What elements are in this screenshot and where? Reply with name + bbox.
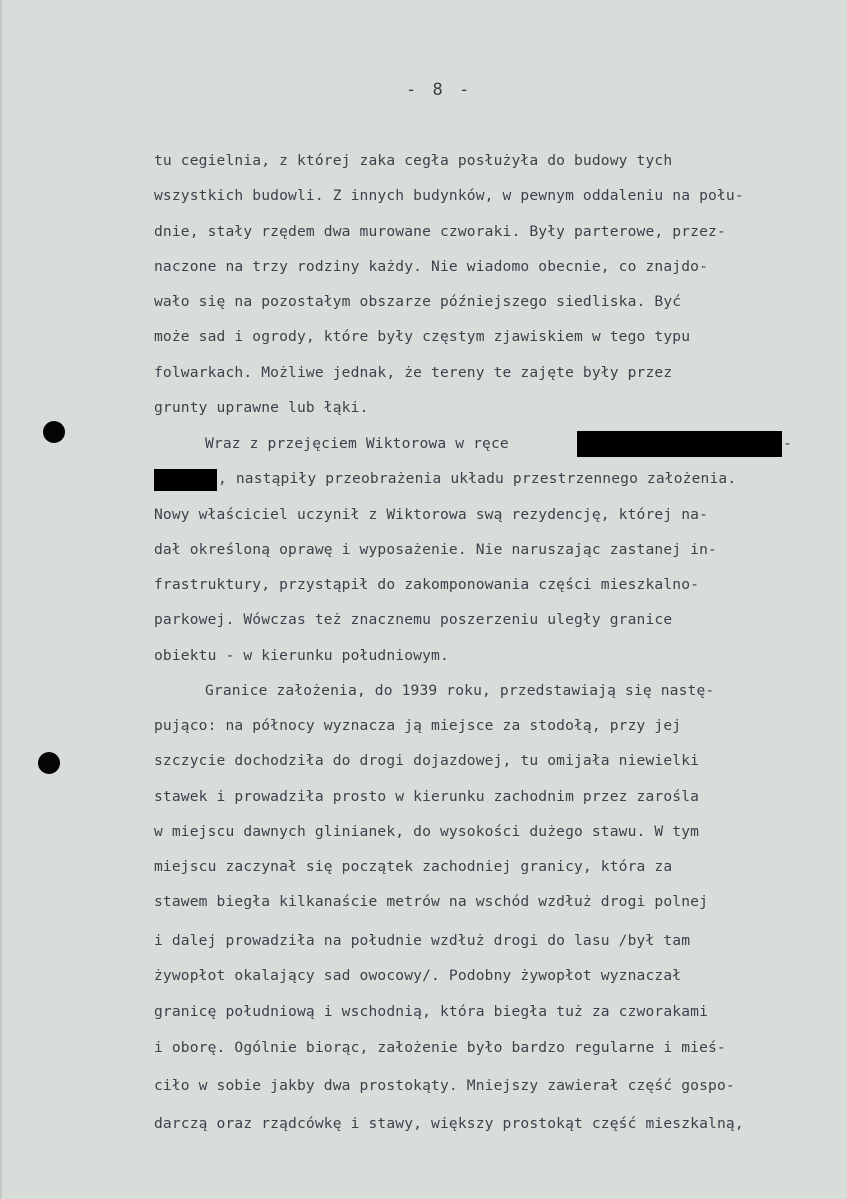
punch-hole-upper [43, 421, 65, 443]
text-line: frastruktury, przystąpił do zakomponowania części mieszkalno- [154, 576, 700, 593]
text-line: stawek i prowadziła prosto w kierunku zachodnim przez zarośla [154, 788, 700, 805]
text-line: w miejscu dawnych glinianek, do wysokości dużego stawu. W tym [154, 823, 700, 840]
text-line: i dalej prowadziła na południe wzdłuż drogi do lasu /był tam [154, 932, 691, 949]
text-line: granicę południową i wschodnią, która biegła tuż za czworakami [154, 1003, 709, 1020]
text-line: Granice założenia, do 1939 roku, przedstawiają się nastę- [205, 682, 715, 699]
text-line: tu cegielnia, z której zaka cegła posłużyła do budowy tych [154, 152, 673, 169]
text-line: miejscu zaczynał się początek zachodniej granicy, która za [154, 858, 673, 875]
text-line: wało się na pozostałym obszarze późniejszego siedliska. Być [154, 293, 682, 310]
redaction-bar [154, 469, 217, 491]
redaction-bar [577, 431, 782, 457]
text-line: folwarkach. Możliwe jednak, że tereny te zajęte były przez [154, 364, 673, 381]
text-line: szczycie dochodziła do drogi dojazdowej, tu omijała niewielki [154, 752, 700, 769]
text-line: żywopłot okalający sad owocowy/. Podobny żywopłot wyznaczał [154, 967, 682, 984]
text-line-dash: - [783, 435, 792, 452]
text-line: Nowy właściciel uczynił z Wiktorowa swą rezydencję, której na- [154, 506, 709, 523]
text-line: ciło w sobie jakby dwa prostokąty. Mniejszy zawierał część gospo- [154, 1077, 735, 1094]
text-line: grunty uprawne lub łąki. [154, 399, 369, 416]
text-line: parkowej. Wówczas też znacznemu poszerzeniu uległy granice [154, 611, 673, 628]
text-line: może sad i ogrody, które były częstym zjawiskiem w tego typu [154, 328, 691, 345]
text-line: dnie, stały rzędem dwa murowane czworaki. Były parterowe, przez- [154, 223, 726, 240]
text-line: Wraz z przejęciem Wiktorowa w ręce [205, 435, 509, 452]
page-number: - 8 - [406, 80, 473, 100]
punch-hole-lower [38, 752, 60, 774]
text-line: obiektu - w kierunku południowym. [154, 647, 449, 664]
text-line: wszystkich budowli. Z innych budynków, w pewnym oddaleniu na połu- [154, 187, 744, 204]
text-line: naczone na trzy rodziny każdy. Nie wiadomo obecnie, co znajdo- [154, 258, 709, 275]
text-line: i oborę. Ogólnie biorąc, założenie było bardzo regularne i mieś- [154, 1039, 726, 1056]
text-line: , nastąpiły przeobrażenia układu przestrzennego założenia. [218, 470, 737, 487]
text-line: darczą oraz rządcówkę i stawy, większy prostokąt część mieszkalną, [154, 1115, 744, 1132]
text-line: stawem biegła kilkanaście metrów na wschód wzdłuż drogi polnej [154, 893, 709, 910]
text-line: dał określoną oprawę i wyposażenie. Nie naruszając zastanej in- [154, 541, 717, 558]
text-line: pująco: na północy wyznacza ją miejsce za stodołą, przy jej [154, 717, 682, 734]
